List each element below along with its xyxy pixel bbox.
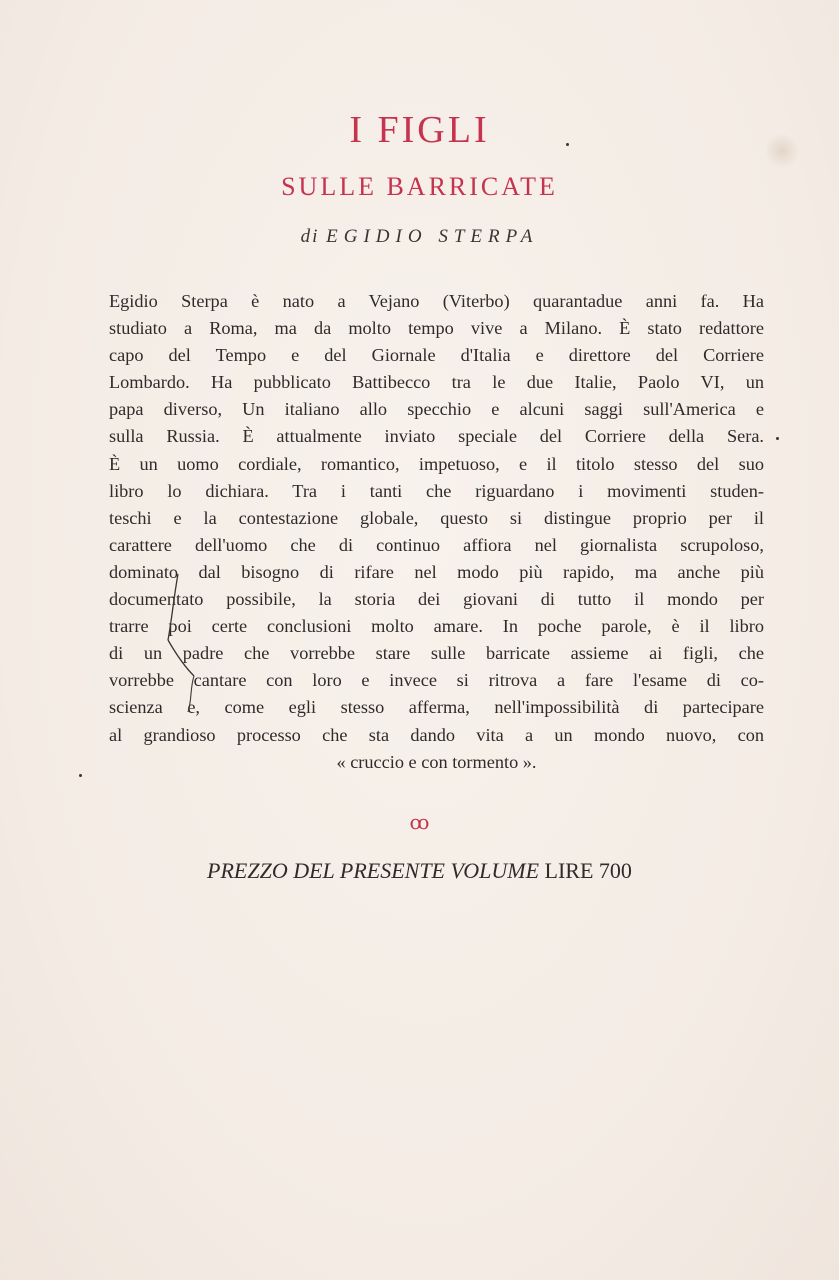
blurb-line: Lombardo. Ha pubblicato Battibecco tra le due Italie, Paolo VI, un: [109, 372, 764, 393]
blurb-line: sulla Russia. È attualmente inviato speciale del Corriere della Sera.: [109, 426, 764, 447]
blurb-line: Egidio Sterpa è nato a Vejano (Viterbo) quarantadue anni fa. Ha: [109, 291, 764, 311]
ink-speck: [776, 437, 779, 440]
blurb-text: [109, 288, 764, 776]
blurb-line: libro lo dichiara. Tra i tanti che riguardano i movimenti studen-: [109, 480, 764, 501]
blurb-line: teschi e la contestazione globale, questo si distingue proprio per il: [109, 507, 764, 528]
blurb-line: al grandioso processo che sta dando vita a un mondo nuovo, con: [109, 724, 764, 745]
blurb-line: trarre poi certe conclusioni molto amare. In poche parole, è il libro: [109, 616, 764, 637]
blurb-line: vorrebbe cantare con loro e invece si ritrova a fare l'esame di co-: [109, 670, 764, 691]
blurb-line: studiato a Roma, ma da molto tempo vive a Milano. È stato redattore: [109, 318, 764, 339]
author-line: [0, 226, 839, 248]
blurb-line: carattere dell'uomo che di continuo affiora nel giornalista scrupoloso,: [109, 534, 764, 555]
blurb-line: È un uomo cordiale, romantico, impetuoso, e il titolo stesso del suo: [109, 453, 764, 474]
blurb-line: capo del Tempo e del Giornale d'Italia e direttore del Corriere: [109, 345, 764, 366]
blurb-line: documentato possibile, la storia dei giovani di tutto il mondo per: [109, 589, 764, 610]
ink-speck: [79, 774, 82, 777]
blurb-line: scienza e, come egli stesso afferma, nell'impossibilità di partecipare: [109, 697, 764, 718]
price-line: [0, 858, 839, 884]
blurb-line: papa diverso, Un italiano allo specchio e alcuni saggi sull'America e: [109, 399, 764, 420]
book-subtitle: SULLE BARRICATE: [281, 172, 558, 201]
book-title: I FIGLI: [349, 109, 490, 151]
blurb-line: dominato dal bisogno di rifare nel modo più rapido, ma anche più: [109, 561, 764, 582]
author-prefix: di: [300, 226, 320, 247]
blurb-line: « cruccio e con tormento ».: [336, 751, 537, 772]
price-value: LIRE 700: [544, 858, 632, 883]
author-name: EGIDIO STERPA: [326, 226, 539, 247]
price-label: PREZZO DEL PRESENTE VOLUME: [207, 858, 540, 883]
blurb-line: di un padre che vorrebbe stare sulle barricate assieme ai figli, che: [109, 643, 764, 664]
ink-speck: [566, 143, 569, 146]
ornament-icon: ꝏ: [409, 812, 430, 834]
